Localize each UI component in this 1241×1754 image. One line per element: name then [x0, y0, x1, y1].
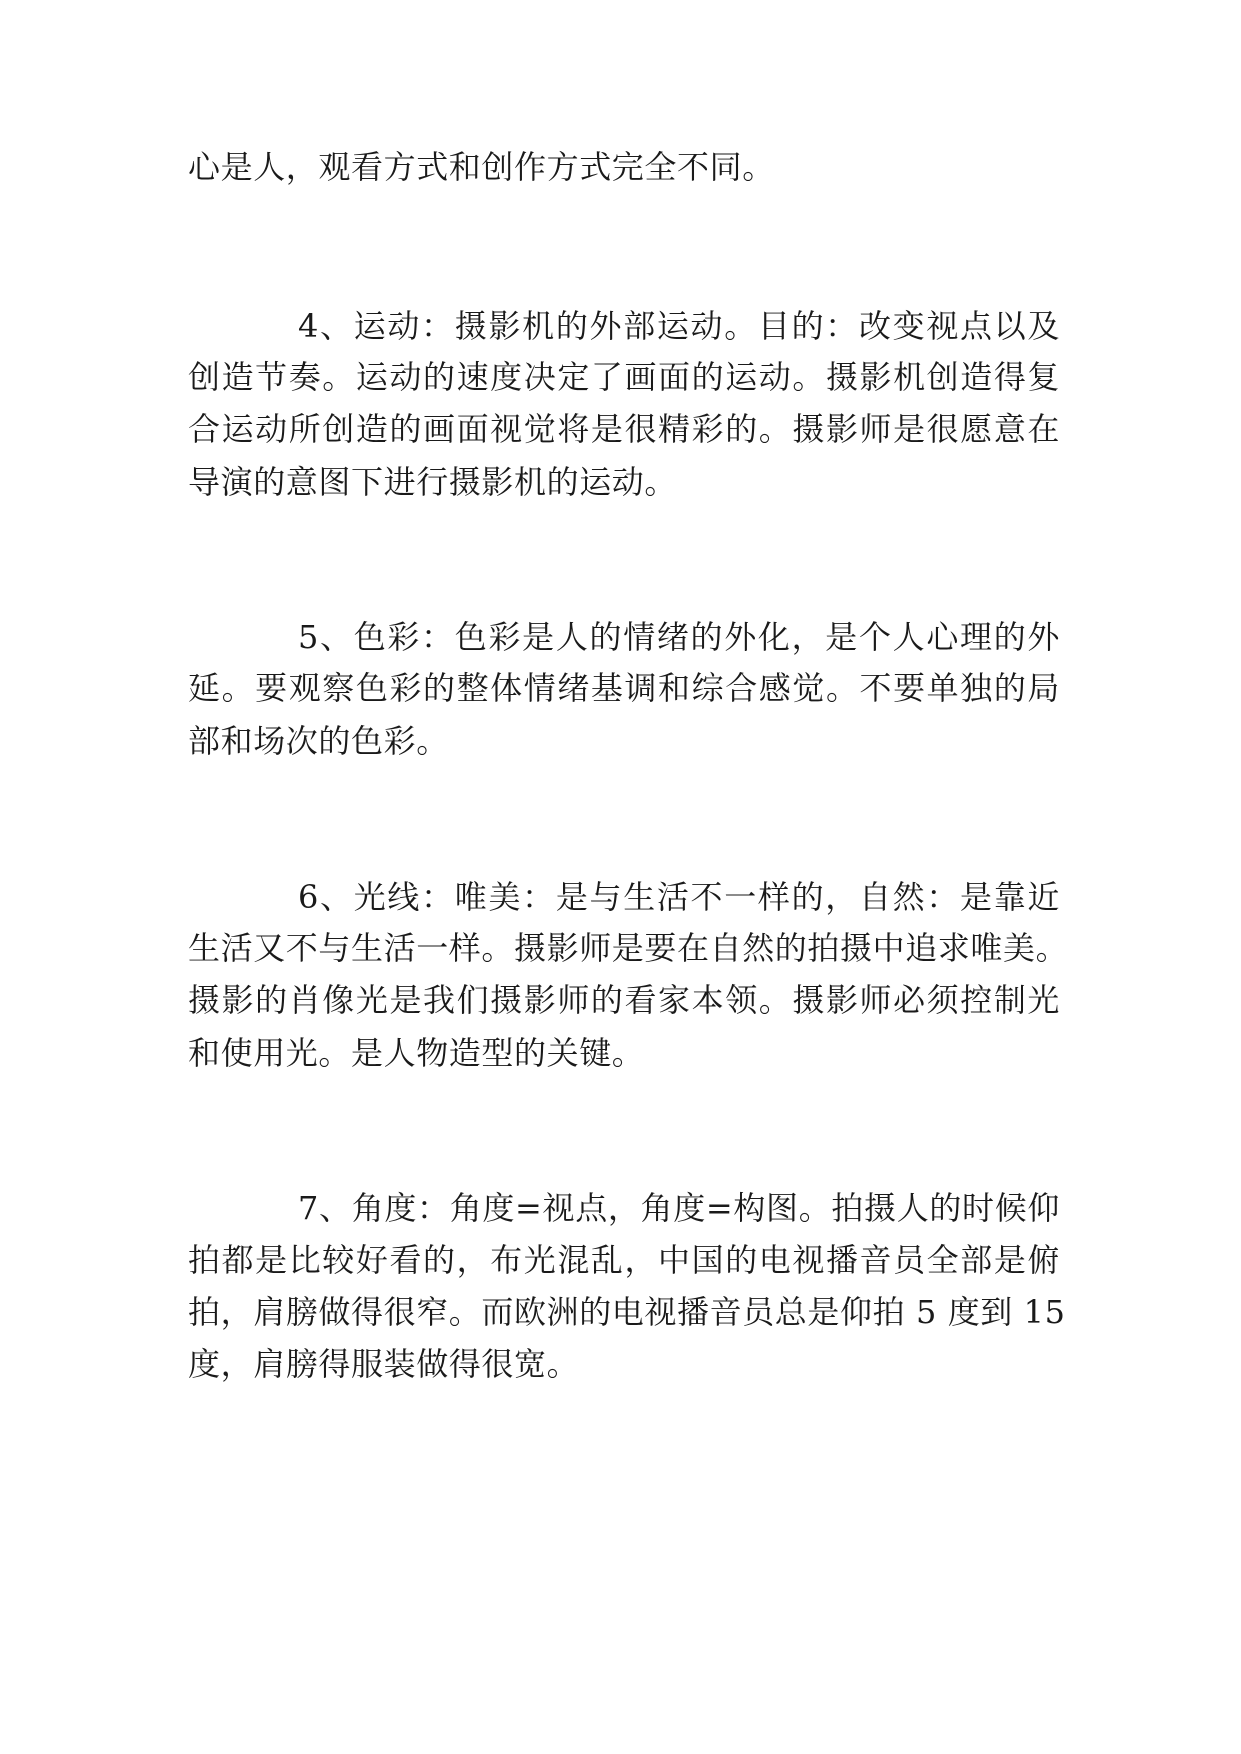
paragraph-4-line-1: 6、光线：唯美：是与生活不一样的，自然：是靠近: [298, 878, 1060, 916]
paragraph-2-line-4: 导演的意图下进行摄影机的运动。: [188, 463, 678, 501]
paragraph-5-line-2: 拍都是比较好看的，布光混乱，中国的电视播音员全部是俯: [188, 1241, 1060, 1279]
paragraph-5-line-3: 拍，肩膀做得很窄。而欧洲的电视播音员总是仰拍 5 度到 15: [188, 1293, 1066, 1331]
paragraph-3-line-3: 部和场次的色彩。: [188, 722, 449, 760]
paragraph-2-line-1: 4、运动：摄影机的外部运动。目的：改变视点以及: [298, 307, 1060, 345]
paragraph-2-line-3: 合运动所创造的画面视觉将是很精彩的。摄影师是很愿意在: [188, 410, 1060, 448]
paragraph-2-line-2: 创造节奏。运动的速度决定了画面的运动。摄影机创造得复: [188, 358, 1060, 396]
paragraph-4-line-2: 生活又不与生活一样。摄影师是要在自然的拍摄中追求唯美。: [188, 929, 1069, 967]
paragraph-1-line-1: 心是人，观看方式和创作方式完全不同。: [188, 148, 775, 186]
paragraph-5-line-1: 7、角度：角度=视点，角度=构图。拍摄人的时候仰: [298, 1189, 1060, 1227]
paragraph-4-line-3: 摄影的肖像光是我们摄影师的看家本领。摄影师必须控制光: [188, 981, 1060, 1019]
paragraph-4-line-4: 和使用光。是人物造型的关键。: [188, 1034, 645, 1072]
paragraph-3-line-1: 5、色彩：色彩是人的情绪的外化，是个人心理的外: [298, 618, 1060, 656]
paragraph-5-line-4: 度，肩膀得服装做得很宽。: [188, 1345, 580, 1383]
paragraph-3-line-2: 延。要观察色彩的整体情绪基调和综合感觉。不要单独的局: [188, 669, 1060, 707]
